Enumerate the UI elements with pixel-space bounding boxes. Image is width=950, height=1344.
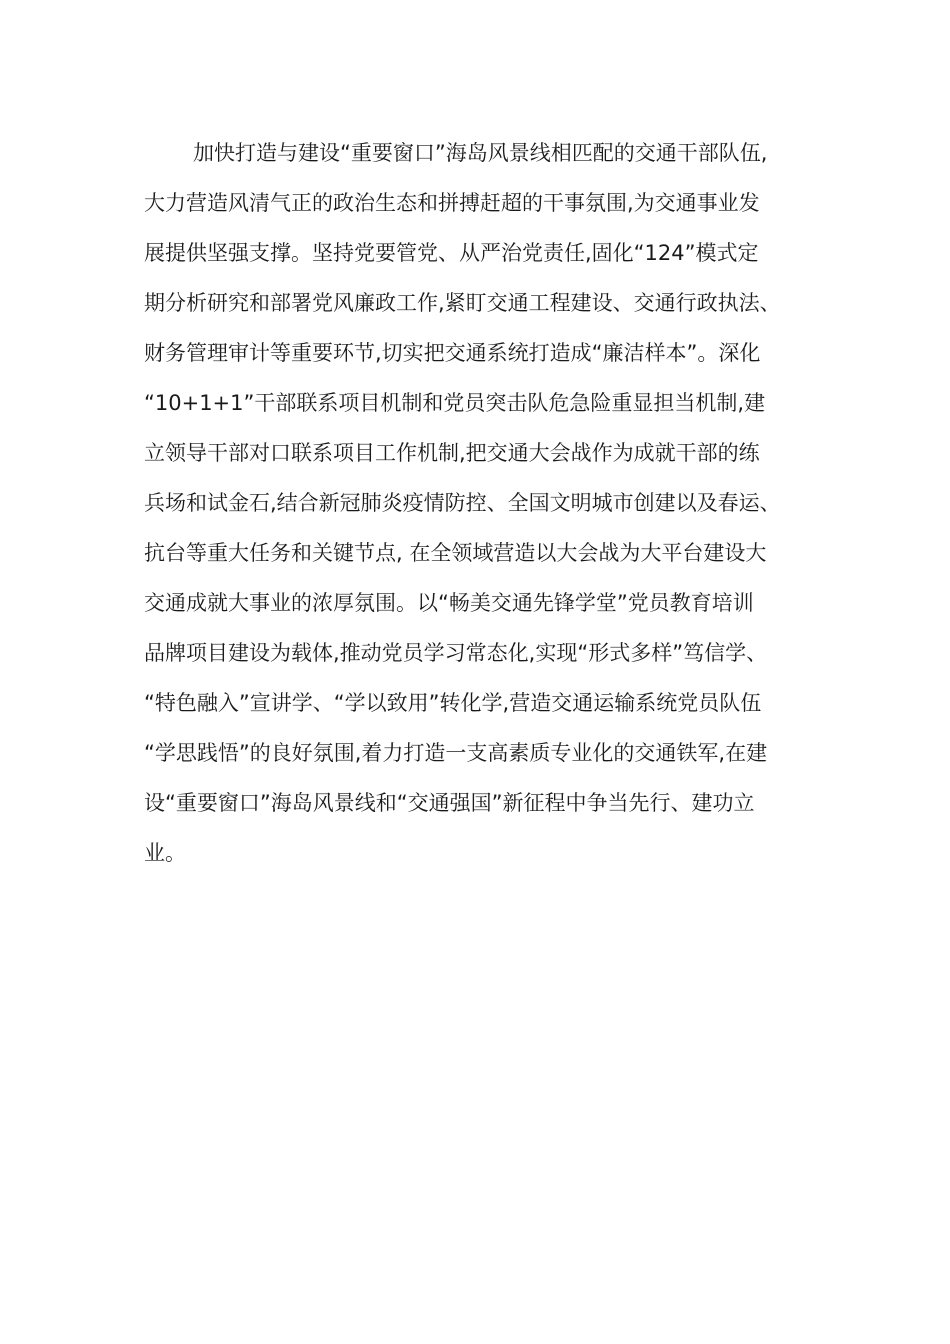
- body-paragraph: [144, 128, 824, 878]
- paragraph-line: 抗台等重大任务和关键节点, 在全领域营造以大会战为大平台建设大: [144, 541, 767, 565]
- paragraph-line: “10+1+1”干部联系项目机制和党员突击队危急险重显担当机制,建: [144, 391, 766, 415]
- paragraph-line: 展提供坚强支撑。坚持党要管党、从严治党责任,固化“124”模式定: [144, 241, 759, 265]
- paragraph-line: 交通成就大事业的浓厚氛围。以“畅美交通先锋学堂”党员教育培训: [144, 591, 754, 615]
- paragraph-line: 加快打造与建设“重要窗口”海岛风景线相匹配的交通干部队伍,: [193, 141, 768, 165]
- paragraph-line: 设“重要窗口”海岛风景线和“交通强国”新征程中争当先行、建功立: [144, 791, 755, 815]
- paragraph-line: 立领导干部对口联系项目工作机制,把交通大会战作为成就干部的练: [144, 441, 760, 465]
- paragraph-line: “特色融入”宣讲学、“学以致用”转化学,营造交通运输系统党员队伍: [144, 691, 762, 715]
- paragraph-line: 品牌项目建设为载体,推动党员学习常态化,实现“形式多样”笃信学、: [144, 641, 768, 665]
- paragraph-line: 业。: [144, 841, 186, 865]
- paragraph-line: “学思践悟”的良好氛围,着力打造一支高素质专业化的交通铁军,在建: [144, 741, 768, 765]
- paragraph-line: 期分析研究和部署党风廉政工作,紧盯交通工程建设、交通行政执法、: [144, 291, 781, 315]
- paragraph-line: 兵场和试金石,结合新冠肺炎疫情防控、全国文明城市创建以及春运、: [144, 491, 781, 515]
- paragraph-line: 财务管理审计等重要环节,切实把交通系统打造成“廉洁样本”。深化: [144, 341, 761, 365]
- paragraph-line: 大力营造风清气正的政治生态和拼搏赶超的干事氛围,为交通事业发: [144, 191, 760, 215]
